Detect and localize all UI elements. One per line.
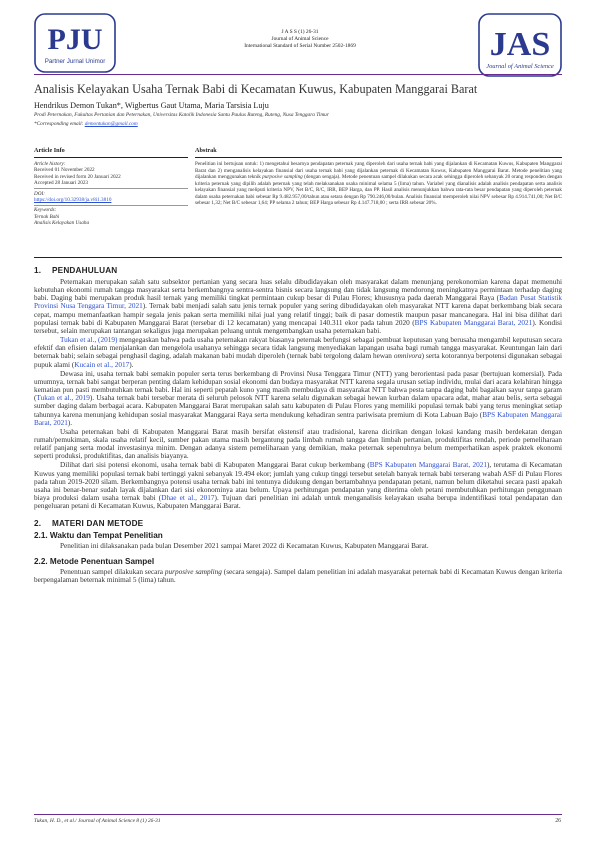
pju-logo-subtext: Partner Jurnal Unimor	[44, 58, 106, 65]
section-number: 1.	[34, 266, 42, 275]
jas-logo-text: JAS	[489, 26, 551, 63]
citation-link[interactable]: Badan Pusat Statistik Provinsi Nusa Tenggara Timur, 2021	[34, 294, 563, 311]
history-label: Article history:	[34, 161, 66, 167]
revised-date: Received in revised form 20 Januari 2022	[34, 173, 121, 180]
section-title: PENDAHULUAN	[52, 266, 118, 275]
text-run: mengegaskan bahwa pada usaha peternakan rakyat biasanya peternak berfungsi sebagai pembuat keputusan yang berusaha mengambil keputusan secara efektif dan efisien dalam menjalankan dan mengelola usahanya sehingga secara tidak langsung menyediakan lapangan usaha bagi rumah tangga masyarakat. Keuntungan lain dari beternak babi; selain sebagai penghasil daging, adalah makanan babi mudah diperoleh (ternak babi tergolong dalam hewan	[34, 336, 562, 361]
journal-header	[150, 29, 450, 50]
accepted-date: Accepted 28 Januari 2023	[34, 180, 89, 187]
citation-link[interactable]: BPS Kabupaten Manggarai Barat, 2021	[369, 461, 488, 470]
subsection-heading: 2.1. Waktu dan Tempat Penelitian	[34, 531, 163, 541]
abstract-term: purposive sampling	[262, 174, 303, 180]
section-title: MATERI DAN METODE	[52, 519, 144, 529]
citation-link[interactable]: BPS Kabupaten Manggarai Barat, 2021	[414, 318, 533, 327]
text-run: Peternakan merupakan salah satu subsektor pertanian yang secara luas selalu dibudidayakan oleh masyarakat dalam menunjang perekonomian karena dapat memenuhi kebutuhan ekonomi rumah tangga masyarakat serta berkembangnya sentra-sentra bisnis secara langsung dan tidak langsung mendorong meningkatnya permintaan terhadap daging babi. Daging babi merupakan produk hasil ternak yang memiliki tingkat permintaan cukup besar di Pulau Flores; khususnya pada daerah Manggarai Raya (	[34, 278, 562, 303]
abstract-part: Penelitian ini bertujuan untuk: 1) mengetahui besarnya pendapatan peternak yang diperoleh dari usaha ternak babi yang dijalankan di Kecamatan Kuwus, Kabupaten Manggarai Barat dan 2) menganalisis kelayakan finansial dari usaha ternak babi yang dijalankan peternak di Kecamatan Kuwus, Kabupaten Manggarai Barat. Metode penelitian yang dijalankan menggunakan teknik	[195, 161, 562, 180]
pju-logo-text: PJU	[47, 23, 103, 56]
doi-link[interactable]: https://doi.org/10.32938/ja.v8i1.3810	[34, 197, 112, 204]
citation-link[interactable]: BPS Kabupaten Manggarai Barat, 2021	[34, 410, 562, 427]
journal-issn: International Standard of Serial Number 2502-1869	[244, 43, 356, 49]
text-run: ). Ternak babi menjadi salah satu jenis ternak populer yang sering dibudidayakan oleh masyarakat NTT karena dapat berkembang biak secara cepat, mampu memanfaatkan hampir segala jenis pakan serta memiliki nilai jual yang relatif tinggi; baik di pasar domestik maupun pasar mancanegara. Hal ini bisa dilihat dari populasi ternak babi di Kabupaten Manggarai Barat (tersebar di 12 kecamatan) yang mencapai 140.311 ekor pada tahun 2020 (	[34, 302, 562, 327]
subsection-heading: 2.2. Metode Penentuan Sampel	[34, 556, 155, 566]
keyword-item: Analisis Kelayakan Usaha	[34, 220, 90, 227]
body-paragraph	[34, 568, 562, 584]
doi-line	[34, 197, 188, 203]
text-run: ). Kondisi tersebut, selain merupakan tantangan sekaligus juga merupakan peluang untuk mengembangkan usaha peternakan babi.	[34, 318, 562, 335]
section-heading	[34, 266, 562, 275]
text-run: Dewasa ini, usaha ternak babi semakin populer serta terus berkembang di Provinsi Nusa Tenggara Timur (NTT) yang berorientasi pada pasar (bertujuan komersial). Pada umumnya, ternak babi sangat berperan penting dalam kehidupan sosial ekonomi dan budaya masyarakat NTT karena segala urusan setiap individu, mulai dari acara kelahiran hingga kematian pun pasti membutuhkan ternak babi. Hal ini seperti pepatah kuno yang masih membudaya di masyarakat NTT bahwa pesta tanpa daging babi bagaikan sayur tanpa garam (	[34, 369, 562, 403]
page-number: 26	[555, 818, 561, 824]
body-paragraph: Usaha peternakan babi di Kabupaten Manggarai Barat masih bersifat ekstensif atau tradisional, karena dicirikan dengan lokasi kandang masih berdekatan dengan rumah/pemukiman, skala usaha relatif kecil, sumber pakan utama masih bergantung pada limbah rumah tangga dan limbah pertanian, produktifitas rendah, periode pemeliharaan relatif panjang serta modal investasinya minim. Dengan adanya sistem pemeliharaan yang demikian, maka peternak sepenuhnya belum memperhatikan aspek praktek ekonomi seperti produksi, produktifitas, dan analisis biayanya.	[34, 427, 562, 461]
info-divider	[34, 205, 188, 206]
text-run: ) serta kotorannya berpotensi digunakan sebagai pupuk alami (	[34, 352, 562, 369]
text-run: ). Tujuan dari penelitian ini adalah untuk menganalisis kelayakan usaha berupa indentifikasi total pendapatan dan pengeluaran petani di Kecamatan Kuwus, Kabupaten Manggarai Barat.	[34, 494, 562, 511]
article-title: Analisis Kelayakan Usaha Ternak Babi di Kecamatan Kuwus, Kabupaten Manggarai Barat	[34, 82, 478, 96]
body-paragraph	[34, 461, 562, 510]
article-authors: Hendrikus Demon Tukan*, Wigbertus Gaut Utama, Maria Tarsisia Luju	[34, 101, 269, 110]
citation-link[interactable]: Dhae et al., 2017	[161, 494, 215, 503]
text-run: omnivora	[393, 352, 422, 361]
article-info-heading: Article Info	[34, 147, 188, 158]
jas-logo-subtext: Journal of Animal Science	[486, 63, 554, 70]
text-run: (secara sengaja). Sampel dalam penelitian ini adalah masyarakat peternak babi di Kecamatan Kuwus dengan kriteria berpengalaman beternak minimal 5 (lima) tahun.	[34, 567, 562, 584]
received-date: Received 01 November 2022	[34, 167, 95, 174]
pju-logo	[34, 13, 116, 73]
article-body	[34, 266, 562, 585]
text-run: ).	[67, 418, 73, 427]
corresponding-label: *Corresponding email:	[34, 121, 84, 127]
text-run: ), terutama di Kecamatan Kuwus yang memiliki populasi ternak babi tertinggi yakni sebanyak 19.494 ekor; jumlah yang cukup tinggi tersebut setelah banyak ternak babi terserang wabah ASF di Pulau Flores pada tahun 2019-2020 silam. Berkembangnya potensi usaha ternak babi ini tentunya didukung dengan bertambahnya pendapatan petani, namun belum diketahui secara pasti apakah usaha ini benar-benar sudah layak dijalankan dari sisi ekonominya atau belum. Upaya perhitungan pendapatan yang diterima oleh petani membutuhkan perhitungan penggunaan biaya produksi dalam usaha ternak babi (	[34, 461, 562, 503]
header-divider	[34, 74, 562, 75]
text-run: Dilihat dari sisi potensi ekonomi, usaha ternak babi di Kabupaten Manggarai Barat cukup berkembang (	[60, 461, 370, 470]
text-run: purposive sampling	[164, 567, 222, 576]
keywords-label: Keywords:	[34, 207, 57, 214]
article-info-box	[34, 147, 188, 227]
abstract-part: (dengan sengaja). Metode penentuan sampel dilakukan secara acak sehingga diperoleh sebanyak 20 orang responden dengan kriteria peternak yang dipilih adalah peternak yang telah melaksanakan usaha minimal selama 5 (lima) tahun. Variabel yang dianalisis adalah analisis pendapatan serta analisis kelayakan finansial yang meliputi kriteria NPV, Net B/C, R/C, IRR, BEP Harga, dan PP. Hasil analisis menunjukkan bahwa rata-rata besar pendapatan yang diperoleh peternak dalam usaha peternakan babi sebesar Rp 9.482.957,00/tahun atau setara dengan Rp 790.246,00/bulan. Analisis finansial memperoleh nilai NPV sebesar Rp 4.914.741,00; Net B/C sebesar 1,32; Net B/C sebesar 1,64; PP selama 2 tahun; BEP Harga sebesar Rp 4.147.718,00 ; serta IRR sebesar 20%.	[195, 174, 562, 206]
info-bottom-rule	[34, 257, 562, 258]
text-run: ).	[129, 360, 134, 369]
section-number: 2.	[34, 519, 42, 529]
abstract-text	[195, 161, 562, 207]
body-paragraph	[34, 370, 562, 427]
corresponding-email-link[interactable]: demontukan@gmail.com	[84, 121, 138, 127]
info-divider	[34, 188, 188, 189]
abstract-heading: Abstrak	[195, 147, 562, 158]
footer-citation: Tukan, H. D., et al./ Journal of Animal Science 8 (1) 26-31	[34, 818, 161, 824]
jas-logo	[478, 13, 562, 77]
body-paragraph	[34, 336, 562, 369]
body-paragraph	[34, 278, 562, 335]
corresponding-email-line	[34, 121, 138, 127]
abstract-box	[195, 147, 562, 207]
section-heading	[34, 519, 562, 528]
citation-link[interactable]: Kucain et al., 2017	[74, 360, 130, 369]
citation-link[interactable]: Tukan et al., (2019)	[60, 336, 118, 345]
article-affiliation: Prodi Peternakan, Fakultas Pertanian dan Peternakan, Universitas Katolik Indonesia Santu Paulus Ruteng, Ruteng, Nusa Tenggara Timur	[34, 112, 329, 118]
text-run: Penentuan sampel dilakukan secara	[60, 567, 165, 576]
text-run: ). Usaha ternak babi tersebar merata di seluruh pelosok NTT karena selalu digunakan sebagai hewan kurban dalam upacara adat, mahar atau belis, serta sebagai sumber daging dalam berbagai acara. Kabupaten Manggarai Barat merupakan salah satu kabupaten di Pulau Flores yang memiliki populasi ternak babi yang terus meningkat setiap tahunnya karena menunjang kehidupan sosial masyarakat Manggarai Raya serta mendukung kehadiran sentra pariwisata premium di Kota Labuan Bajo (	[34, 394, 562, 419]
journal-name: Journal of Animal Science	[271, 36, 329, 42]
journal-code: J A S S (1) 26-31	[281, 29, 319, 35]
footer-divider	[34, 814, 562, 815]
citation-link[interactable]: Tukan et al., 2019	[36, 394, 90, 403]
doi-label: DOI:	[34, 190, 45, 197]
keyword-item: Ternak Babi	[34, 213, 60, 220]
body-paragraph: Penelitian ini dilaksanakan pada bulan Desember 2021 sampai Maret 2022 di Kecamatan Kuwus, Kabupaten Manggarai Barat.	[60, 542, 429, 551]
